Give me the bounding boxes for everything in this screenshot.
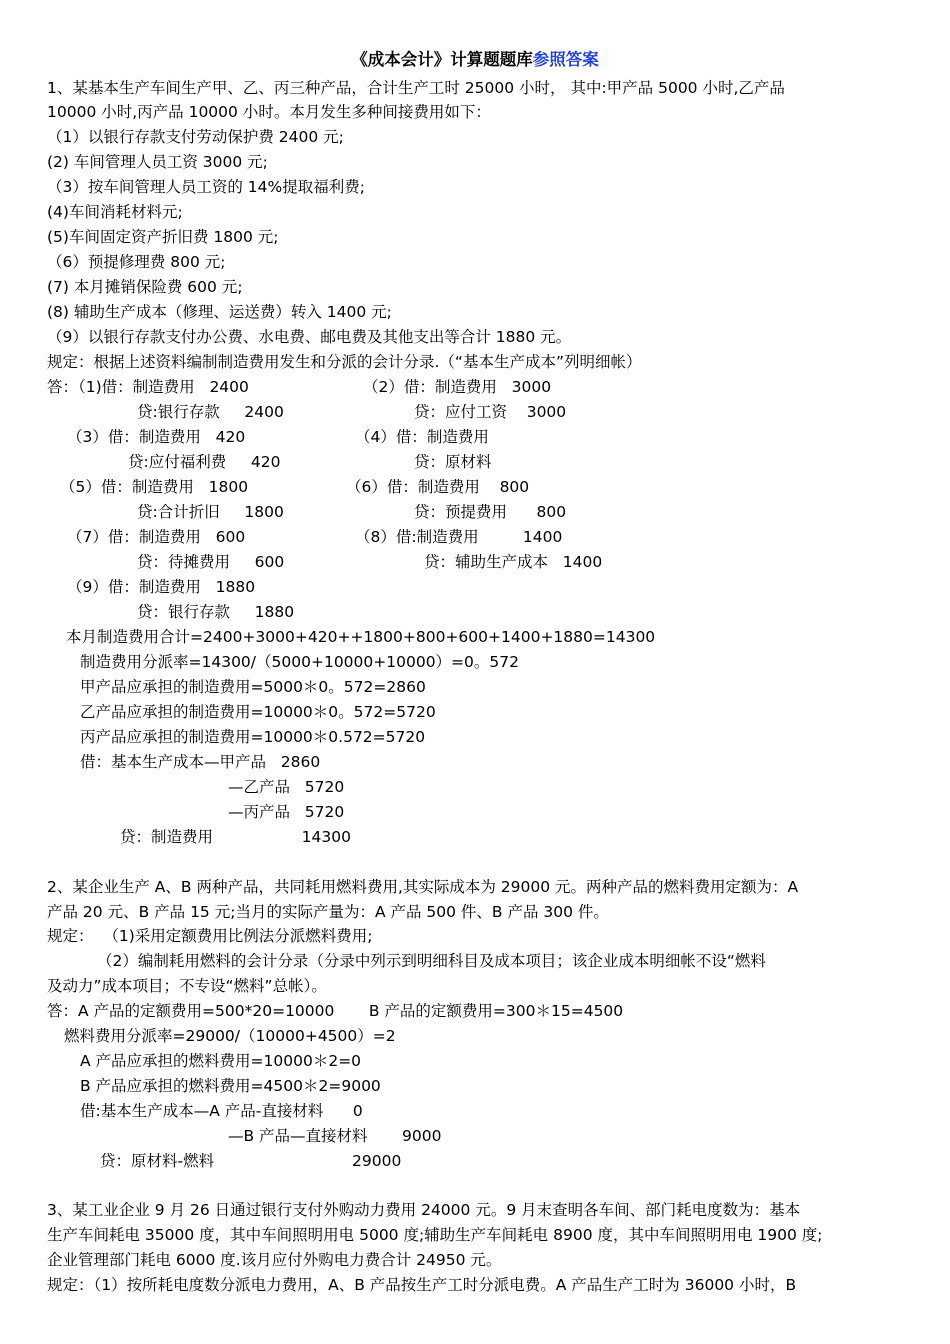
q2-journal-debit-b: —B 产品—直接材料 9000 (228, 1127, 442, 1145)
q2-requirement-2: （2）编制耗用燃料的会计分录（分录中列示到明细科目及成本项目；该企业成本明细帐不设“燃料 (97, 952, 766, 970)
q1-answer-1-credit: 贷:银行存款 2400 (137, 403, 284, 421)
q1-answer-1-debit: 答：（1)借：制造费用 2400 (47, 378, 249, 396)
q1-journal-debit-yi: —乙产品 5720 (228, 778, 345, 796)
q1-answer-5-credit: 贷:合计折旧 1800 (137, 503, 284, 521)
q1-answer-7-debit: （7）借：制造费用 600 (67, 528, 246, 546)
q2-line-1: 2、某企业生产 A、B 两种产品，共同耗用燃料费用,其实际成本为 29000 元。两种产品的燃料费用定额为：A (47, 878, 799, 896)
q1-line-2: 10000 小时,丙产品 10000 小时。本月发生多种间接费用如下： (47, 103, 491, 121)
q2-journal-credit: 贷：原材料-燃料 29000 (100, 1152, 402, 1170)
q1-item-6: （6）预提修理费 800 元; (47, 253, 226, 271)
q1-answer-2-debit: （2）借：制造费用 3000 (363, 378, 552, 396)
q1-answer-2-credit: 贷：应付工资 3000 (414, 403, 567, 421)
q3-line-3: 企业管理部门耗电 6000 度.该月应付外购电力费合计 24950 元。 (47, 1251, 502, 1269)
q1-item-3: （3）按车间管理人员工资的 14%提取福利费; (47, 178, 365, 196)
q1-calc-product-bing: 丙产品应承担的制造费用=10000＊0.572=5720 (80, 728, 426, 746)
q1-journal-debit-bing: —丙产品 5720 (228, 803, 345, 821)
q1-journal-debit-jia: 借：基本生产成本—甲产品 2860 (80, 753, 321, 771)
q2-requirement-3: 及动力”成本项目；不专设“燃料”总帐）。 (47, 977, 327, 995)
q1-requirement: 规定：根据上述资料编制制造费用发生和分派的会计分录.（“基本生产成本”列明细帐） (47, 353, 642, 371)
q1-calc-rate: 制造费用分派率=14300/（5000+10000+10000）=0。572 (80, 653, 519, 671)
q3-line-1: 3、某工业企业 9 月 26 日通过银行支付外购动力费用 24000 元。9 月末查明各车间、部门耗电度数为：基本 (47, 1201, 801, 1219)
q3-line-2: 生产车间耗电 35000 度，其中车间照明用电 5000 度;辅助生产车间耗电 8900 度，其中车间照明用电 1900 度; (47, 1226, 823, 1244)
q2-answer-product-b: B 产品应承担的燃料费用=4500＊2=9000 (80, 1077, 381, 1095)
q1-answer-6-credit: 贷：预提费用 800 (414, 503, 567, 521)
q1-item-1: （1）以银行存款支付劳动保护费 2400 元; (47, 128, 344, 146)
q1-line-1: 1、某基本生产车间生产甲、乙、丙三种产品，合计生产工时 25000 小时， 其中:甲产品 5000 小时,乙产品 (47, 79, 785, 97)
q1-answer-6-debit: （6）借：制造费用 800 (346, 478, 530, 496)
q2-answer-quota: 答：A 产品的定额费用=500*20=10000 B 产品的定额费用=300＊15=4500 (47, 1002, 624, 1020)
q1-calc-total: 本月制造费用合计=2400+3000+420++1800+800+600+1400+1880=14300 (66, 628, 656, 646)
q1-item-4: (4)车间消耗材料元; (47, 203, 183, 221)
q1-item-8: (8) 辅助生产成本（修理、运送费）转入 1400 元; (47, 303, 392, 321)
q1-answer-8-debit: （8）借:制造费用 1400 (355, 528, 563, 546)
q1-item-2: (2) 车间管理人员工资 3000 元; (47, 153, 268, 171)
q1-answer-3-credit: 贷:应付福利费 420 (128, 453, 281, 471)
q1-answer-9-credit: 贷：银行存款 1880 (137, 603, 295, 621)
q1-item-7: (7) 本月摊销保险费 600 元; (47, 278, 243, 296)
q3-requirement-1: 规定：（1）按所耗电度数分派电力费用，A、B 产品按生产工时分派电费。A 产品生产工时为 36000 小时，B (47, 1276, 797, 1294)
q1-answer-4-credit: 贷：原材料 (414, 453, 492, 471)
document-title (0, 48, 950, 72)
q1-answer-9-debit: （9）借：制造费用 1880 (67, 578, 256, 596)
q1-item-5: (5)车间固定资产折旧费 1800 元; (47, 228, 279, 246)
q1-answer-8-credit: 贷：辅助生产成本 1400 (424, 553, 603, 571)
q2-line-2: 产品 20 元、B 产品 15 元;当月的实际产量为：A 产品 500 件、B 产品 300 件。 (47, 903, 609, 921)
q2-journal-debit-a: 借:基本生产成本—A 产品-直接材料 0 (80, 1102, 363, 1120)
q1-calc-product-jia: 甲产品应承担的制造费用=5000＊0。572=2860 (80, 678, 426, 696)
title-main: 《成本会计》计算题题库 (351, 50, 533, 69)
q2-answer-product-a: A 产品应承担的燃料费用=10000＊2=0 (80, 1052, 362, 1070)
q1-journal-credit: 贷：制造费用 14300 (120, 828, 351, 846)
title-highlight: 参照答案 (532, 50, 599, 69)
q1-answer-3-debit: （3）借：制造费用 420 (67, 428, 246, 446)
q1-calc-product-yi: 乙产品应承担的制造费用=10000＊0。572=5720 (80, 703, 436, 721)
q1-answer-4-debit: （4）借：制造费用 (355, 428, 489, 446)
q1-item-9: （9）以银行存款支付办公费、水电费、邮电费及其他支出等合计 1880 元。 (47, 328, 572, 346)
q1-answer-5-debit: （5）借：制造费用 1800 (60, 478, 249, 496)
q1-answer-7-credit: 贷：待摊费用 600 (137, 553, 285, 571)
q2-requirement-1: 规定： （1)采用定额费用比例法分派燃料费用; (47, 927, 373, 945)
q2-answer-rate: 燃料费用分派率=29000/（10000+4500）=2 (64, 1027, 396, 1045)
